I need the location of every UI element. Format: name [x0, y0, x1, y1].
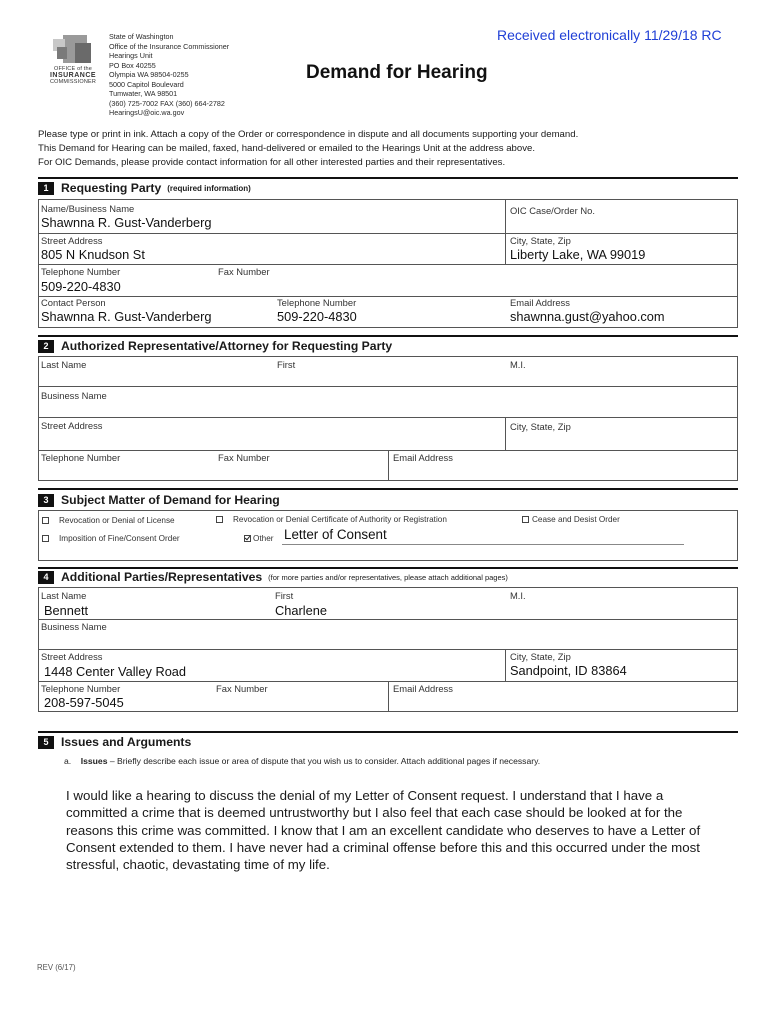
col-divider [505, 199, 506, 264]
checkbox-icon[interactable] [522, 516, 529, 523]
section-number: 2 [38, 340, 54, 353]
contact-label: Contact Person [41, 297, 106, 308]
section-note: (for more parties and/or representatives, please attach additional pages) [268, 572, 508, 582]
issue-prefix: a. [64, 756, 72, 766]
rep-fax-label: Fax Number [218, 452, 270, 463]
logo-line2: INSURANCE [49, 71, 97, 79]
name-field[interactable]: Shawnna R. Gust-Vanderberg [41, 215, 212, 230]
section2-header [38, 339, 392, 353]
issues-text-field[interactable]: I would like a hearing to discuss the denial of my Letter of Consent request. I understand that I have a committed a crime that is deemed untrustworthy but I also feel that each case should be looked at for the reasons this crime was committed. I know that I am an excellent candidate who deserves to have a Letter of Consent extended to them. I have never had a criminal offense before this and this occurred under the most stressful, chaotic, devastating time of my life. [66, 788, 701, 873]
rep-business-label: Business Name [41, 390, 107, 401]
address-line: State of Washington [109, 32, 174, 41]
issues-instruction [64, 756, 540, 766]
other-underline [282, 544, 684, 545]
section3-header [38, 493, 280, 507]
party-business-label: Business Name [41, 621, 107, 632]
option-label: Revocation or Denial of License [59, 516, 175, 525]
row-divider [38, 296, 738, 297]
instruction-line: Please type or print in ink. Attach a copy of the Order or correspondence in dispute and all documents supporting your demand. [38, 129, 579, 140]
rep-street-label: Street Address [41, 420, 103, 431]
instructions [38, 128, 738, 170]
option-fine-consent[interactable] [42, 534, 180, 543]
email-field[interactable]: shawnna.gust@yahoo.com [510, 309, 665, 324]
fax-label: Fax Number [218, 266, 270, 277]
address-line: Tumwater, WA 98501 [109, 89, 178, 98]
party-phone-label: Telephone Number [41, 683, 121, 694]
section-number: 5 [38, 736, 54, 749]
section-number: 4 [38, 571, 54, 584]
option-label: Revocation or Denial Certificate of Authority or Registration [233, 515, 447, 524]
city-field[interactable]: Liberty Lake, WA 99019 [510, 247, 646, 262]
row-divider [38, 619, 738, 620]
option-revocation-certificate[interactable] [216, 515, 447, 524]
option-label: Imposition of Fine/Consent Order [59, 534, 180, 543]
contact-phone-field[interactable]: 509-220-4830 [277, 309, 357, 324]
row-divider [38, 264, 738, 265]
party-city-label: City, State, Zip [510, 651, 571, 662]
section-title: Issues and Arguments [61, 735, 192, 749]
section-title: Subject Matter of Demand for Hearing [61, 493, 280, 507]
address-line: Olympia WA 98504-0255 [109, 70, 189, 79]
street-label: Street Address [41, 235, 103, 246]
checkbox-icon[interactable] [42, 517, 49, 524]
col-divider [388, 681, 389, 712]
issue-label: Issues [80, 756, 108, 766]
contact-phone-label: Telephone Number [277, 297, 357, 308]
address-line: Office of the Insurance Commissioner [109, 41, 230, 51]
revision-label: REV (6/17) [37, 963, 76, 972]
party-phone-field[interactable]: 208-597-5045 [44, 695, 124, 710]
party-street-label: Street Address [41, 651, 103, 662]
col-divider [505, 417, 506, 450]
contact-field[interactable]: Shawnna R. Gust-Vanderberg [41, 309, 212, 324]
section-rule [38, 731, 738, 733]
street-field[interactable]: 805 N Knudson St [41, 247, 145, 262]
checkbox-icon[interactable] [42, 535, 49, 542]
section5-header [38, 735, 191, 749]
phone-field[interactable]: 509-220-4830 [41, 279, 121, 294]
section-rule [38, 567, 738, 569]
email-label: Email Address [510, 297, 570, 308]
section-rule [38, 488, 738, 490]
rep-mi-label: M.I. [510, 359, 526, 370]
other-field[interactable]: Letter of Consent [284, 527, 387, 542]
option-label: Cease and Desist Order [532, 515, 620, 524]
row-divider [38, 386, 738, 387]
row-divider [38, 649, 738, 650]
party-email-label: Email Address [393, 683, 453, 694]
section-rule [38, 335, 738, 337]
party-mi-label: M.I. [510, 590, 526, 601]
option-revocation-license[interactable] [42, 516, 175, 525]
option-cease-desist[interactable] [522, 515, 620, 524]
logo-wordmark [47, 66, 99, 86]
section-rule [38, 177, 738, 179]
phone-label: Telephone Number [41, 266, 121, 277]
rep-phone-label: Telephone Number [41, 452, 121, 463]
party-fax-label: Fax Number [216, 683, 268, 694]
case-label: OIC Case/Order No. [510, 205, 595, 216]
issue-description: – Briefly describe each issue or area of dispute that you wish us to consider. Attach additional pages if necessary. [109, 756, 541, 766]
section-title: Additional Parties/Representatives [61, 570, 263, 584]
address-line: Hearings Unit [109, 51, 153, 60]
checkbox-checked-icon[interactable] [244, 535, 251, 542]
rep-first-label: First [277, 359, 296, 370]
party-last-label: Last Name [41, 590, 87, 601]
party-last-field[interactable]: Bennett [44, 603, 89, 618]
party-city-field[interactable]: Sandpoint, ID 83864 [510, 663, 627, 678]
city-label: City, State, Zip [510, 235, 571, 246]
party-first-label: First [275, 590, 294, 601]
form-title: Demand for Hearing [306, 62, 488, 83]
rep-last-label: Last Name [41, 359, 87, 370]
address-line: HearingsU@oic.wa.gov [109, 108, 185, 117]
logo-line3: COMMISSIONER [49, 79, 97, 85]
section-title: Requesting Party [61, 181, 162, 195]
name-label: Name/Business Name [41, 203, 135, 214]
checkbox-icon[interactable] [216, 516, 223, 523]
rep-email-label: Email Address [393, 452, 453, 463]
option-label: Other [253, 534, 274, 543]
party-street-field[interactable]: 1448 Center Valley Road [44, 664, 187, 679]
row-divider [38, 417, 738, 418]
party-first-field[interactable]: Charlene [275, 603, 327, 618]
address-line: 5000 Capitol Boulevard [109, 79, 184, 89]
row-divider [38, 233, 738, 234]
col-divider [388, 450, 389, 481]
section4-header [38, 570, 508, 584]
rep-city-label: City, State, Zip [510, 421, 571, 432]
oic-address-block [109, 32, 229, 118]
instruction-line: This Demand for Hearing can be mailed, faxed, hand-delivered or emailed to the Hearings Unit at the address above. [38, 143, 536, 154]
section-number: 1 [38, 182, 54, 195]
received-stamp: Received electronically 11/29/18 RC [497, 27, 722, 43]
option-other[interactable] [244, 534, 273, 543]
address-line: PO Box 40255 [109, 60, 156, 70]
col-divider [505, 649, 506, 681]
section-number: 3 [38, 494, 54, 507]
section1-header [38, 181, 251, 195]
section-subtitle: (required information) [167, 183, 251, 193]
instruction-line: For OIC Demands, please provide contact information for all other interested parties and their representatives. [38, 157, 506, 168]
address-line: (360) 725-7002 FAX (360) 664-2782 [109, 98, 225, 108]
section-title: Authorized Representative/Attorney for Requesting Party [61, 339, 393, 353]
logo-line1: OFFICE of the [53, 66, 93, 72]
